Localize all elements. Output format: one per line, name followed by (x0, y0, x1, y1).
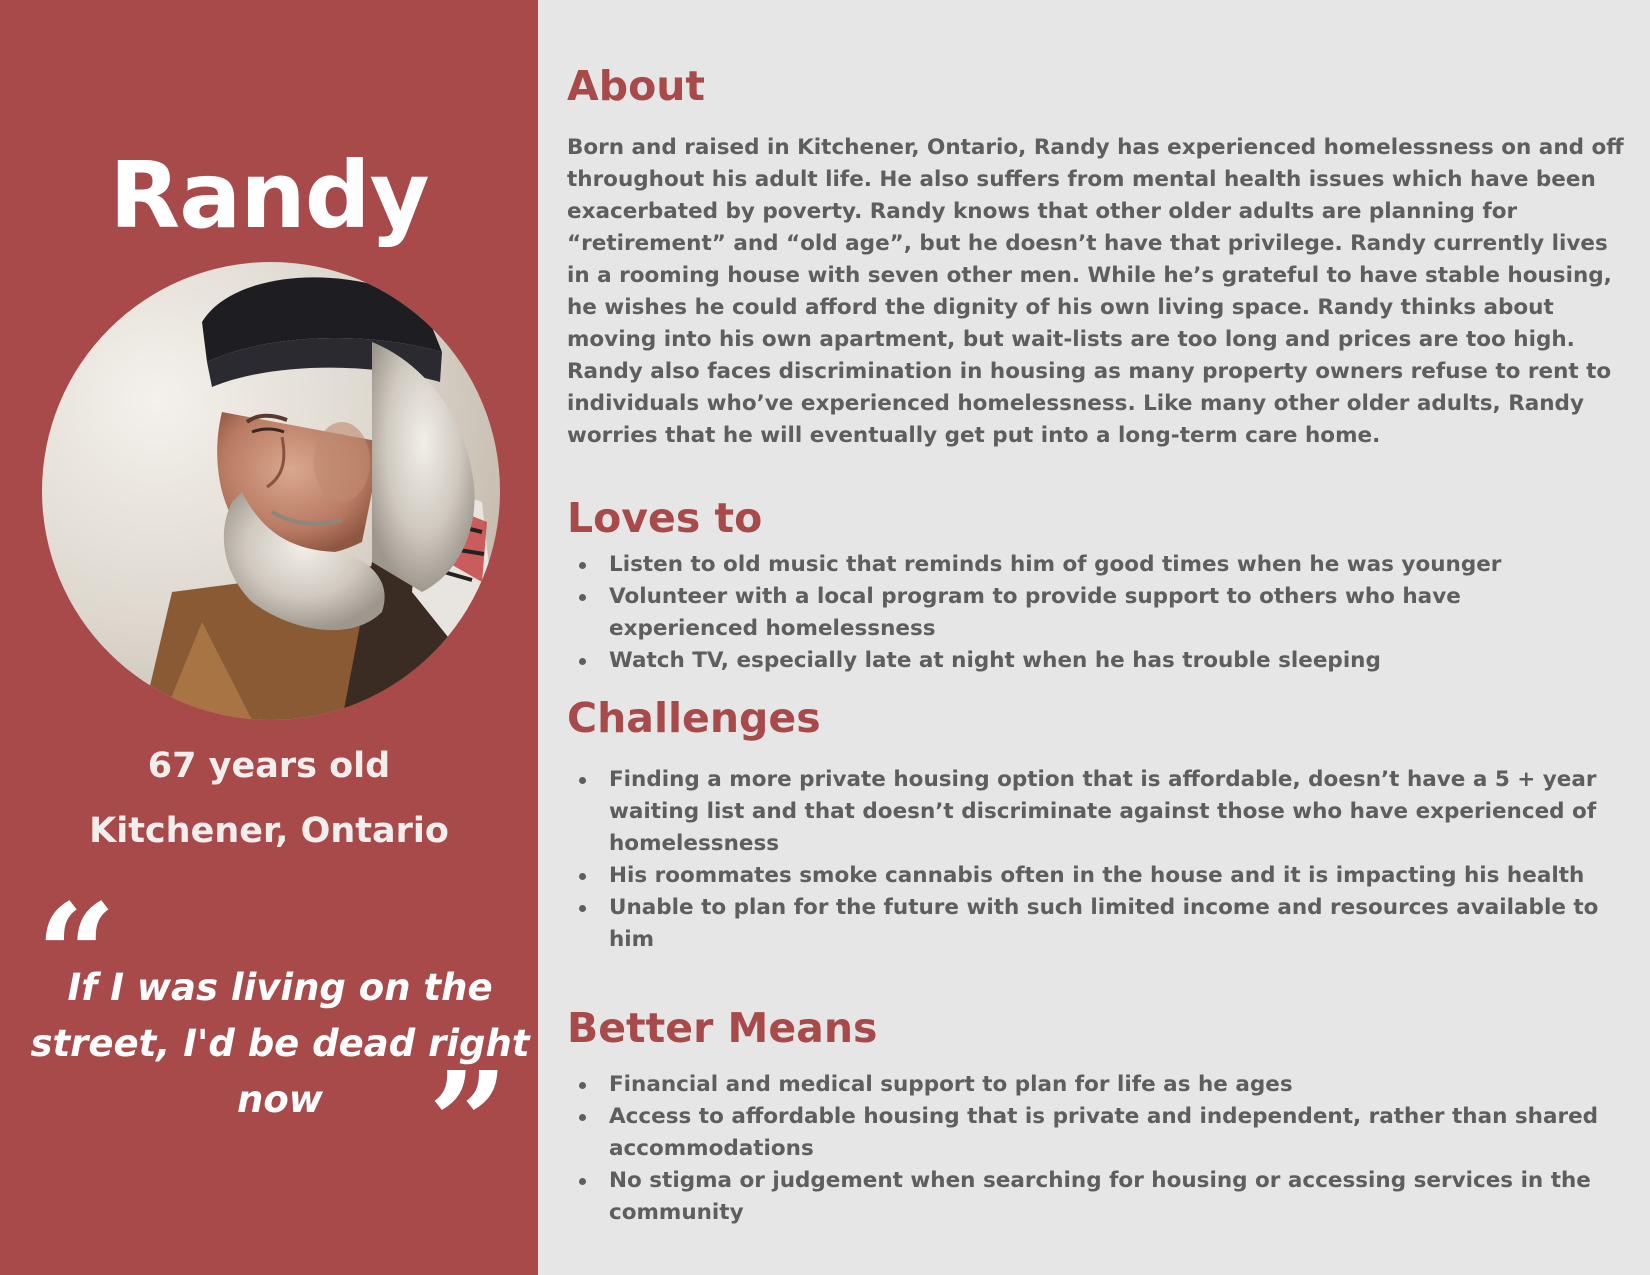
profile-panel (0, 0, 538, 1275)
better-means-heading: Better Means (567, 1004, 878, 1052)
about-heading: About (567, 62, 706, 110)
loves-list (567, 549, 1617, 677)
challenges-list (567, 764, 1617, 956)
challenges-heading: Challenges (567, 694, 821, 742)
list-item: Unable to plan for the future with such limited income and resources available to him (567, 892, 1617, 956)
loves-heading: Loves to (567, 494, 763, 542)
persona-name: Randy (109, 142, 429, 249)
persona-quote: If I was living on the street, I'd be dead right now (30, 966, 530, 1121)
list-item: No stigma or judgement when searching for housing or accessing services in the community (567, 1165, 1617, 1229)
persona-location: Kitchener, Ontario (89, 811, 449, 851)
persona-photo (42, 262, 500, 720)
quote-open-icon: “ (36, 874, 117, 1038)
list-item: Financial and medical support to plan for life as he ages (567, 1069, 1617, 1101)
quote-close-icon: ” (428, 1042, 509, 1206)
persona-age: 67 years old (147, 746, 391, 786)
list-item: Volunteer with a local program to provide support to others who have experienced homelessness (567, 581, 1617, 645)
portrait-image (42, 262, 500, 720)
list-item: Finding a more private housing option that is affordable, doesn’t have a 5 + year waiting list and that doesn’t discriminate against those who have experienced of homelessness (567, 764, 1617, 860)
list-item: His roommates smoke cannabis often in the house and it is impacting his health (567, 860, 1617, 892)
list-item: Access to affordable housing that is private and independent, rather than shared accommodations (567, 1101, 1617, 1165)
about-text: Born and raised in Kitchener, Ontario, Randy has experienced homelessness on and off throughout his adult life. He also suffers from mental health issues which have been exacerbated by poverty. Randy knows that other older adults are planning for “retirement” and “old age”, but he doesn’t have that privilege. Randy currently lives in a rooming house with seven other men. While he’s grateful to have stable housing, he wishes he could afford the dignity of his own living space. Randy thinks about moving into his own apartment, but wait-lists are too long and prices are too high. Randy also faces discrimination in housing as many property owners refuse to rent to individuals who’ve experienced homelessness. Like many other older adults, Randy worries that he will eventually get put into a long-term care home. (567, 135, 1624, 448)
list-item: Listen to old music that reminds him of good times when he was younger (567, 549, 1617, 581)
list-item: Watch TV, especially late at night when he has trouble sleeping (567, 645, 1617, 677)
better-means-list (567, 1069, 1617, 1229)
